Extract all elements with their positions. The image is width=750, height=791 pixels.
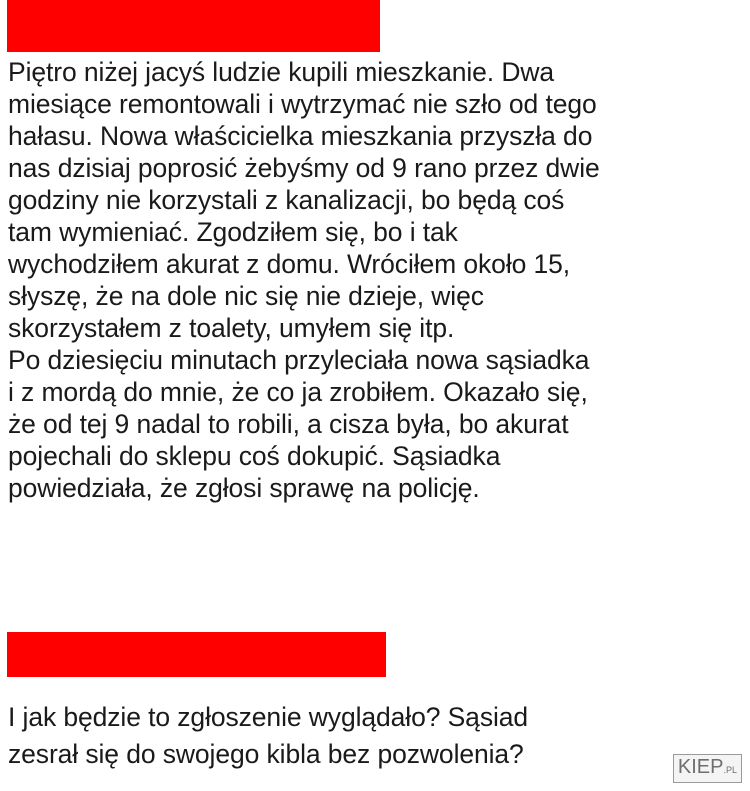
- post-line: miesiące remontowali i wytrzymać nie szło od tego: [8, 89, 597, 119]
- post-line: wychodziłem akurat z domu. Wróciłem około 15,: [8, 249, 571, 279]
- post-line: Po dziesięciu minutach przyleciała nowa sąsiadka: [8, 345, 590, 375]
- post-line: skorzystałem z toalety, umyłem się itp.: [8, 313, 455, 343]
- watermark-suffix: .PL: [723, 765, 737, 775]
- post-line: tam wymieniać. Zgodziłem się, bo i tak: [8, 217, 458, 247]
- post-line: hałasu. Nowa właścicielka mieszkania przyszła do: [8, 121, 593, 151]
- watermark-main: KIEP: [677, 756, 724, 778]
- post-line: powiedziała, że zgłosi sprawę na policję.: [8, 473, 480, 503]
- post-line: pojechali do sklepu coś dokupić. Sąsiadka: [8, 441, 501, 471]
- post-line: nas dzisiaj poprosić żebyśmy od 9 rano przez dwie: [8, 153, 600, 183]
- redacted-commenter-bar: [7, 632, 386, 677]
- redacted-username-bar: [7, 0, 380, 52]
- comment-line: I jak będzie to zgłoszenie wyglądało? Sąsiad: [8, 702, 529, 732]
- site-watermark: [673, 754, 742, 783]
- post-line: godziny nie korzystali z kanalizacji, bo będą coś: [8, 185, 565, 215]
- post-line: Piętro niżej jacyś ludzie kupili mieszkanie. Dwa: [8, 57, 555, 87]
- comment-line: zesrał się do swojego kibla bez pozwolenia?: [8, 739, 524, 769]
- post-line: słyszę, że na dole nic się nie dzieje, więc: [8, 281, 484, 311]
- comment-text: [8, 699, 668, 773]
- post-line: i z mordą do mnie, że co ja zrobiłem. Okazało się,: [8, 377, 588, 407]
- post-line: że od tej 9 nadal to robili, a cisza była, bo akurat: [8, 409, 569, 439]
- post-text: [8, 56, 744, 504]
